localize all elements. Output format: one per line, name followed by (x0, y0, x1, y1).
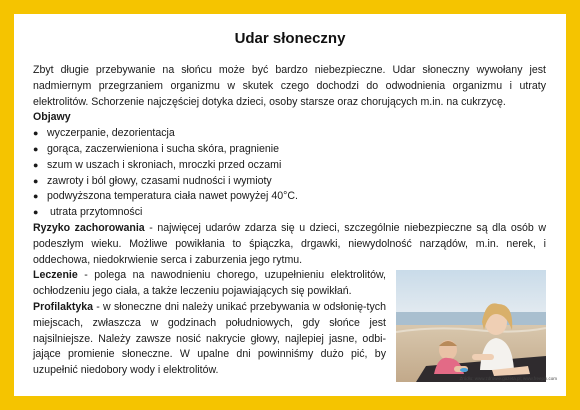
list-item: ● wyczerpanie, dezorientacja (33, 126, 546, 142)
treatment-text: - polega na nawodnieniu chorego, uzupełnieniu elektrolitów, ochłodzeniu jego ciała, a także leczeniu pojawiających się powikłań. (33, 269, 386, 298)
list-item: ● gorąca, zaczerwieniona i sucha skóra, pragnienie (33, 142, 546, 158)
intro-paragraph: Zbyt długie przebywanie na słońcu może być bardzo niebezpieczne. Udar słoneczny wywołany jest nadmiernym przegrzaniem organizmu w skutek czego dochodzi do odwodnienia organizmu i utraty elektrolitów. Schorzenie najczęściej dotyka dzieci, osoby starsze oraz chorujących m.in. na cukrzycę. (33, 64, 546, 108)
bullet-icon: ● (33, 128, 39, 139)
bullet-icon: ● (33, 207, 39, 218)
risk-heading: Ryzyko zachorowania (33, 221, 145, 234)
children-on-beach-photo (396, 270, 546, 382)
article-body (33, 63, 546, 382)
risk-text: - najwięcej udarów zdarza się u dzieci, szczególnie niebezpieczne są dla osób w podeszłym wieku. Możliwe powikłania to śpiączka, drgawki, niewydolność narządów, m.in. nerek, i oddechowa, niedokrwienie serca i zaburzenia jego rytmu. (33, 221, 546, 266)
symptoms-heading: Objawy (33, 111, 71, 124)
bullet-icon: ● (33, 175, 39, 186)
risk-paragraph (33, 221, 546, 268)
bullet-icon: ● (33, 143, 39, 154)
bullet-icon: ● (33, 159, 39, 170)
list-item: ● szum w uszach i skroniach, mroczki przed oczami (33, 158, 546, 174)
prevention-heading: Profilaktyka (33, 300, 94, 313)
symptoms-list (33, 126, 546, 221)
bullet-icon: ● (33, 191, 39, 202)
prevention-text: - w słoneczne dni należy unikać przebywania w odsłonię-tych miejscach, zwłaszcza w godzinach południowych, gdy słońce jest najsilniejsze. Należy zawsze nosić nakrycie głowy, najlepiej jasne, odbi-jające promienie słoneczne. W upalne dni powinniśmy dużo pić, by uzupełnić niedobory wody i elektrolitów. (33, 300, 386, 377)
list-item: ● utrata przytomności (33, 205, 546, 221)
page-title: Udar słoneczny (234, 30, 346, 47)
list-item: ● podwyższona temperatura ciała nawet powyżej 40°C. (33, 189, 546, 205)
treatment-heading: Leczenie (33, 269, 78, 282)
list-item: ● zawroty i ból głowy, czasami nudności i wymioty (33, 174, 546, 190)
source-credit: Źródło: www.zdrowie.gazeta.pl; www.freepik.com (459, 376, 557, 381)
